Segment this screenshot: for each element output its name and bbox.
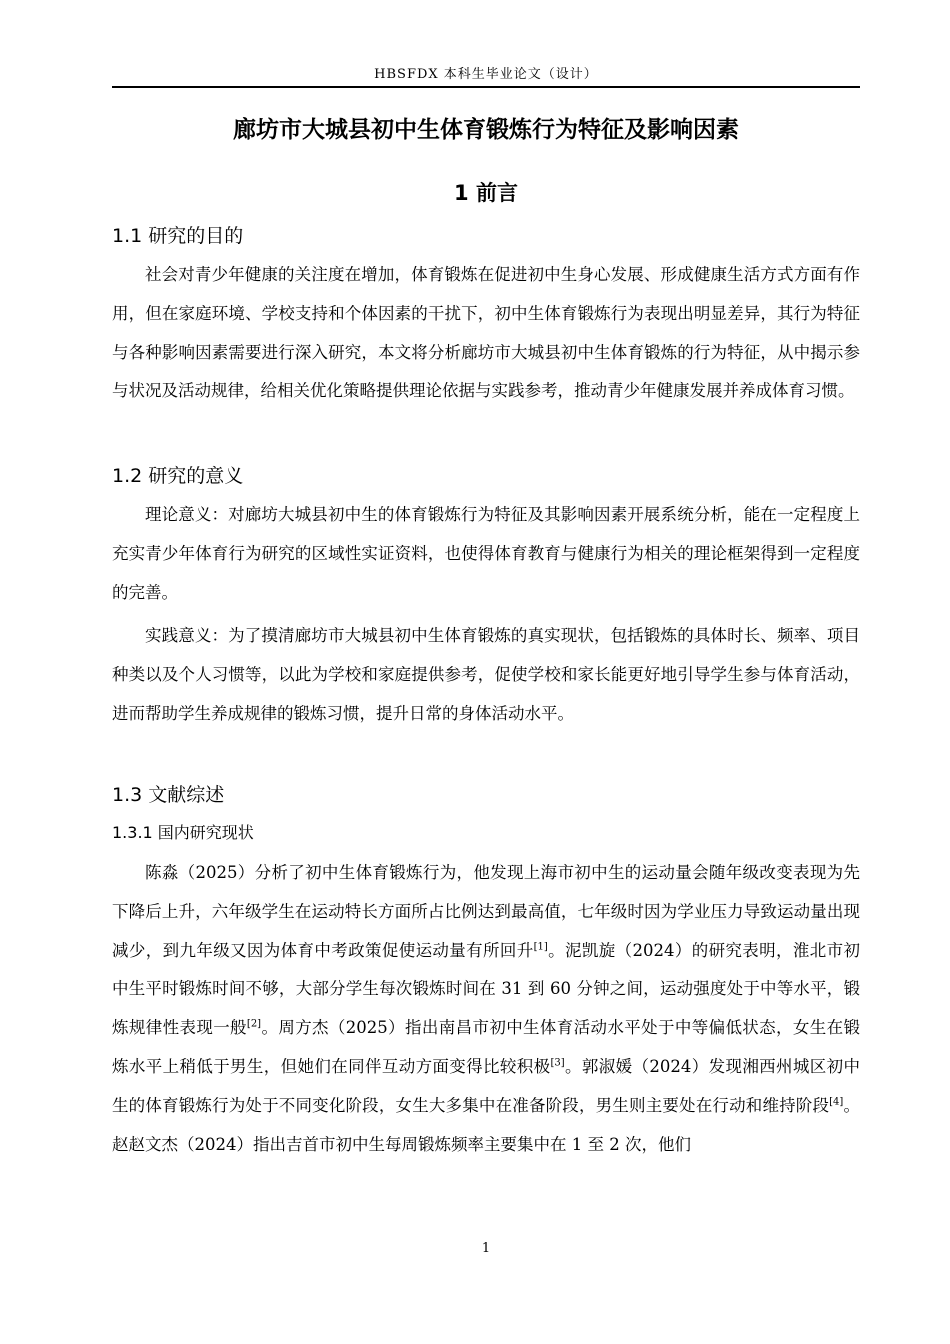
paragraph-text: 。泥凯旋（2024）的研究表明，淮北市初中生平时锻炼时间不够，大部分学生每次锻炼时间在 31 到 60 分钟之间，运动强度处于中等水平，锻炼规律性表现一般 (112, 940, 860, 1038)
citation-3: [3] (550, 1057, 565, 1069)
document-title: 廊坊市大城县初中生体育锻炼行为特征及影响因素 (233, 117, 739, 143)
header-rule (112, 86, 860, 88)
paragraph-domestic-research (112, 854, 860, 1164)
section-heading-1-3: 1.3 文献综述 (112, 784, 225, 806)
paragraph-text: 。周方杰（2025）指出南昌市初中生体育活动水平处于中等偏低状态，女生在锻炼水平上稍低于男生，但她们在同伴互动方面变得比较积极 (112, 1018, 860, 1076)
paragraph-practical-significance: 实践意义：为了摸清廊坊市大城县初中生体育锻炼的真实现状，包括锻炼的具体时长、频率、项目种类以及个人习惯等，以此为学校和家庭提供参考，促使学校和家长能更好地引导学生参与体育活动，进而帮助学生养成规律的锻炼习惯，提升日常的身体活动水平。 (112, 626, 860, 723)
paragraph-purpose: 社会对青少年健康的关注度在增加，体育锻炼在促进初中生身心发展、形成健康生活方式方面有作用，但在家庭环境、学校支持和个体因素的干扰下，初中生体育锻炼行为表现出明显差异，其行为特征与各种影响因素需要进行深入研究，本文将分析廊坊市大城县初中生体育锻炼的行为特征，从中揭示参与状况及活动规律，给相关优化策略提供理论依据与实践参考，推动青少年健康发展并养成体育习惯。 (112, 265, 860, 401)
section-heading-1-1: 1.1 研究的目的 (112, 225, 244, 247)
page-number: 1 (481, 1241, 491, 1256)
paragraph-text: 陈淼（2025）分析了初中生体育锻炼行为，他发现上海市初中生的运动量会随年级改变表现为先下降后上升，六年级学生在运动特长方面所占比例达到最高值，七年级时因为学业压力导致运动量出现减少，到九年级又因为体育中考政策促使运动量有所回升 (112, 863, 860, 960)
citation-2: [2] (246, 1018, 262, 1030)
paragraph-theoretical-significance: 理论意义：对廊坊大城县初中生的体育锻炼行为特征及其影响因素开展系统分析，能在一定程度上充实青少年体育行为研究的区域性实证资料，也使得体育教育与健康行为相关的理论框架得到一定程度的完善。 (112, 505, 860, 602)
running-header: HBSFDX 本科生毕业论文（设计） (374, 67, 598, 82)
paragraph-text: 。赵赵文杰（2024）指出吉首市初中生每周锻炼频率主要集中在 1 至 2 次，他们 (112, 1095, 861, 1154)
citation-4: [4] (829, 1096, 844, 1108)
section-heading-1-2: 1.2 研究的意义 (112, 465, 244, 487)
chapter-heading: 1 前言 (454, 181, 518, 205)
paragraph-text: 。郭淑媛（2024）发现湘西州城区初中生的体育锻炼行为处于不同变化阶段，女生大多集中在准备阶段，男生则主要处在行动和维持阶段 (112, 1056, 861, 1115)
subsection-heading-1-3-1: 1.3.1 国内研究现状 (112, 823, 254, 842)
citation-1: [1] (533, 941, 548, 953)
